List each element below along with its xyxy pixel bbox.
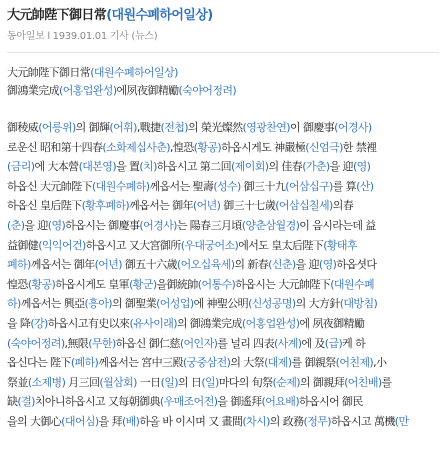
text-segment: ,無限	[64, 336, 89, 350]
hangul-reading: (황공)	[193, 140, 222, 154]
article-meta: 동아일보 l 1939.01.01 기사 (뉴스)	[7, 31, 158, 42]
hangul-reading: (성수)	[213, 179, 241, 193]
hangul-reading: (대어심)	[61, 414, 99, 428]
text-segment: 케 하	[342, 336, 366, 350]
text-segment: 이 御慶事	[290, 121, 335, 134]
text-segment: 의 日	[177, 375, 202, 389]
body-line	[7, 294, 439, 314]
hangul-reading: (어릉위)	[38, 121, 76, 134]
body-line	[7, 314, 439, 334]
hangul-reading: (어삼십구)	[285, 179, 333, 193]
text-segment: ,戰捷	[136, 121, 161, 134]
text-segment: 하옵시는 大元帥陛下	[235, 277, 331, 291]
text-segment: 大元帥陛下御日常	[7, 66, 91, 79]
hangul-reading: (어휘)	[109, 121, 137, 134]
hangul-reading: (영)	[47, 218, 66, 232]
hangul-reading: (일)	[160, 375, 178, 389]
body-line	[7, 275, 439, 295]
body-line	[7, 353, 439, 373]
text-segment: 의 新春	[234, 258, 269, 272]
text-segment: 에서도 皇太后陛下	[238, 238, 324, 252]
article-content	[7, 64, 439, 432]
text-segment: 치아니하옵시고 又每朝御典	[34, 395, 160, 409]
hangul-reading: (흥아)	[84, 297, 112, 311]
text-segment: 에 神聖公明	[193, 297, 249, 311]
hangul-reading: (어삼십칠세)	[275, 199, 333, 213]
hangul-reading: (영)	[318, 258, 337, 272]
hangul-reading: (신성공명)	[248, 297, 296, 311]
body-line	[7, 373, 439, 393]
text-segment: 을 拜	[98, 414, 122, 428]
hangul-reading: (어년)	[94, 258, 122, 272]
body-line	[7, 392, 439, 412]
lead-line	[7, 82, 439, 100]
hangul-reading: (어친배)	[344, 375, 382, 389]
hangul-reading: (소화제십사춘)	[102, 140, 170, 154]
text-segment: 을御統帥	[156, 277, 198, 291]
hangul-reading: (급)	[324, 336, 343, 350]
hangul-reading: (만	[394, 414, 409, 428]
hangul-reading: (황태후	[323, 238, 357, 252]
text-segment: 益御健	[7, 238, 39, 252]
text-segment: 를 널리 四表	[217, 336, 274, 350]
text-segment: 하옵시고 第二回	[156, 160, 231, 174]
hangul-reading: (대원수폐하)	[91, 179, 150, 193]
hangul-reading: (황군)	[129, 277, 157, 291]
title-hangul: (대원수폐하어일상)	[106, 8, 213, 23]
hangul-reading: (유사이래)	[129, 316, 177, 330]
hangul-reading: (양춘삼월경)	[241, 218, 300, 232]
text-segment: 로운신 昭和第十四春	[7, 140, 103, 154]
text-segment: 에 大本營	[34, 160, 79, 174]
text-segment: 는 陽春三月頃	[176, 218, 242, 232]
body-line	[7, 118, 439, 138]
text-segment: 에 夙夜御精勵	[299, 316, 365, 330]
hangul-reading: (신춘)	[268, 258, 296, 272]
text-segment: 하옵신 皇后陛下	[7, 199, 82, 213]
hangul-reading: (소제병)	[27, 375, 66, 389]
text-segment: 에 及	[301, 336, 325, 350]
hangul-reading: (어친제)	[335, 356, 374, 370]
body-line	[7, 255, 439, 275]
hangul-reading: (어경사)	[334, 121, 372, 134]
text-segment: 의 御鴻業完成	[176, 316, 242, 330]
hangul-reading: (제이회)	[230, 160, 269, 174]
hangul-reading: (숙야어정려)	[7, 336, 65, 350]
hangul-reading: (춘)	[7, 218, 25, 232]
hangul-reading: (어경사)	[139, 218, 177, 232]
hangul-reading: (어통수)	[197, 277, 236, 291]
text-segment: 의春	[332, 199, 354, 213]
text-segment: 을 迎	[24, 218, 48, 232]
text-segment: 하옵신 大元帥陛下	[7, 179, 92, 193]
text-segment: 하옵시고有史以來	[47, 316, 130, 330]
text-segment: 一日	[136, 375, 161, 389]
text-segment: ,惶恐	[169, 140, 194, 154]
hangul-reading: (사계)	[273, 336, 302, 350]
text-segment: 을의 大御心	[7, 414, 62, 428]
hangul-reading: (강)	[30, 316, 48, 330]
text-segment: 의 大祭	[230, 356, 265, 370]
hangul-reading: (우매조어전)	[159, 395, 218, 409]
hangul-reading: (황공)	[27, 277, 56, 291]
body-line	[7, 216, 439, 236]
text-segment: 을 迎	[329, 160, 353, 174]
hangul-reading: (어요배)	[261, 395, 300, 409]
text-segment: 御五十六歲	[122, 258, 177, 272]
hangul-reading: 하)	[7, 297, 21, 311]
hangul-reading: (어년)	[192, 199, 221, 213]
text-segment: 하옵신 御仁慈	[115, 336, 180, 350]
text-segment: 을 降	[7, 316, 31, 330]
text-segment: 의 榮光燦然	[187, 121, 243, 134]
hangul-reading: (배)	[121, 414, 140, 428]
text-segment: 께옵서는 御年	[129, 199, 193, 213]
hangul-reading: (궁중삼전)	[182, 356, 231, 370]
body-line	[7, 412, 439, 432]
hangul-reading: (대본영)	[78, 160, 117, 174]
text-segment: 御鴻業完成	[7, 84, 59, 97]
text-segment: 하옵시게도 神嚴極	[221, 140, 306, 154]
title-hanja: 大元帥陛下御日常	[7, 8, 107, 23]
hangul-reading: (전첩)	[160, 121, 188, 134]
text-segment: 의 大方針	[295, 297, 340, 311]
body-line	[7, 157, 439, 177]
hangul-reading: (순제)	[272, 375, 300, 389]
hangul-reading: (영광찬연)	[242, 121, 291, 134]
hangul-reading: (대원수폐	[330, 277, 375, 291]
hangul-reading: (어오십육세)	[176, 258, 235, 272]
hangul-reading: (산)	[356, 179, 374, 193]
text-segment: 缺	[7, 395, 18, 409]
hangul-reading: (폐하)	[70, 356, 99, 370]
hangul-reading: (월삼회)	[99, 375, 137, 389]
title-divider	[7, 52, 439, 53]
hangul-reading: (결)	[17, 395, 35, 409]
body-line	[7, 236, 439, 256]
body-line	[7, 334, 439, 354]
text-segment: 御三十九	[240, 179, 286, 193]
body-line	[7, 177, 439, 197]
text-segment: 께옵서는 御年	[30, 258, 95, 272]
hangul-reading: (일)	[201, 375, 219, 389]
hangul-reading: (가춘)	[302, 160, 330, 174]
body-line	[7, 138, 439, 158]
text-segment: 御稜威	[7, 121, 39, 134]
article-title	[7, 7, 442, 25]
hangul-reading: (차시)	[242, 414, 270, 428]
text-segment: 의 御親拜	[299, 375, 345, 389]
text-segment: 하옵시게도 皇軍	[55, 277, 130, 291]
text-segment: 에夙夜御精勵	[116, 84, 179, 97]
text-segment: 月三回	[65, 375, 100, 389]
text-segment: 의 御聖業	[111, 297, 157, 311]
text-segment: 하옵시고 萬機	[330, 414, 395, 428]
text-segment: 를	[381, 375, 392, 389]
text-segment: 하옵시는 御慶事	[65, 218, 140, 232]
text-segment: 하올 바 이시며 又 畫間	[139, 414, 243, 428]
text-segment: 을 置	[116, 160, 140, 174]
hangul-reading: (대제)	[264, 356, 292, 370]
text-segment: 께옵서는 聖壽	[149, 179, 214, 193]
text-segment: 의 政務	[269, 414, 304, 428]
hangul-reading: (치)	[139, 160, 157, 174]
text-segment: 께옵서는 興亞	[20, 297, 85, 311]
text-segment: 의 佳春	[268, 160, 303, 174]
text-segment: 를 算	[332, 179, 357, 193]
hangul-reading: (무한)	[88, 336, 116, 350]
text-segment: 을 御遙拜	[217, 395, 262, 409]
hangul-reading: (익익어건)	[38, 238, 86, 252]
text-segment: 의 御輝	[75, 121, 110, 134]
hangul-reading: (신엄극)	[305, 140, 343, 154]
text-segment: 하옵시어 御民	[299, 395, 363, 409]
hangul-reading: (대원수폐하어일상)	[90, 66, 178, 79]
text-segment: 한 禁裡	[342, 140, 377, 154]
article-lead	[7, 64, 439, 100]
hangul-reading: (숙야어정려)	[178, 84, 237, 97]
text-segment: 를 御親祭	[291, 356, 336, 370]
hangul-reading: (황후폐하)	[81, 199, 130, 213]
text-segment: 하옵셧다	[336, 258, 377, 272]
text-segment: 께옵서는 宮中三殿	[98, 356, 183, 370]
text-segment: 을 迎	[295, 258, 319, 272]
hangul-reading: (우대궁어소)	[180, 238, 239, 252]
text-segment: 이 음시라는데 益	[299, 218, 376, 232]
text-segment: 마다의 旬祭	[218, 375, 273, 389]
lead-line	[7, 64, 439, 82]
hangul-reading: (정무)	[303, 414, 331, 428]
text-segment: 御三十七歲	[220, 199, 276, 213]
hangul-reading: (어인자)	[179, 336, 218, 350]
text-segment: 옵신다는 陛下	[7, 356, 71, 370]
hangul-reading: (영)	[352, 160, 371, 174]
hangul-reading: (대방침)	[339, 297, 378, 311]
hangul-reading: (어성업)	[156, 297, 194, 311]
hangul-reading: (어홍업완성)	[59, 84, 117, 97]
text-segment: 祭並	[7, 375, 28, 389]
hangul-reading: 폐하)	[7, 258, 31, 272]
article-body	[7, 118, 439, 432]
text-segment: 惶恐	[7, 277, 28, 291]
text-segment: 하옵시고 又大宮御所	[85, 238, 181, 252]
body-line	[7, 196, 439, 216]
hangul-reading: (금리)	[7, 160, 35, 174]
hangul-reading: (어홍업완성)	[241, 316, 300, 330]
text-segment: ,小	[373, 356, 387, 370]
